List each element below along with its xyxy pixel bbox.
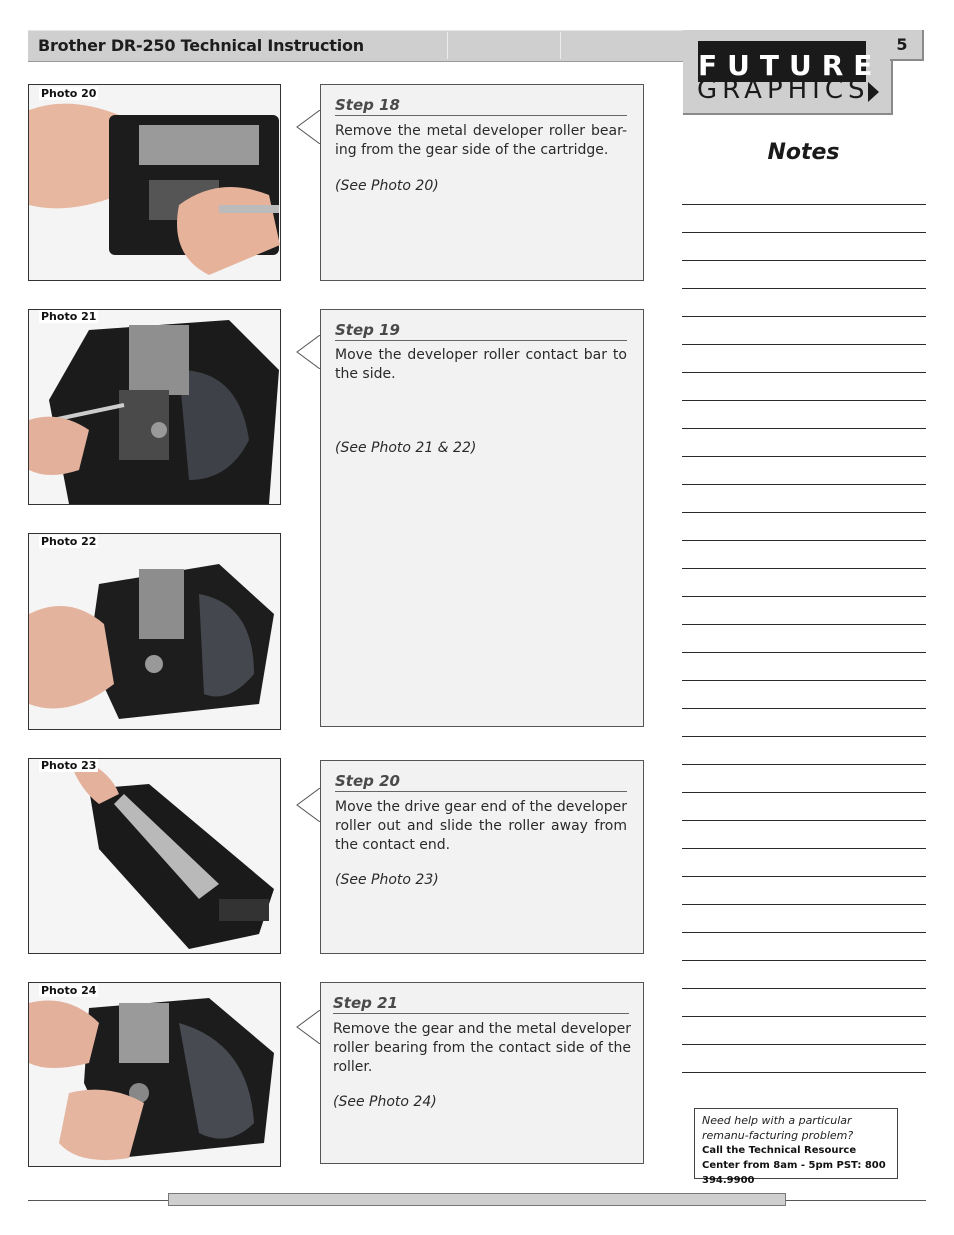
note-line: [682, 372, 926, 373]
step-20-box: [320, 760, 644, 954]
note-line: [682, 400, 926, 401]
note-line: [682, 792, 926, 793]
note-line: [682, 820, 926, 821]
note-line: [682, 540, 926, 541]
logo-arrow-icon: [868, 82, 879, 102]
header-divider: [560, 32, 561, 59]
note-line: [682, 260, 926, 261]
note-line: [682, 708, 926, 709]
note-line: [682, 848, 926, 849]
note-line: [682, 568, 926, 569]
step-text: Remove the gear and the metal developer roller bearing from the contact side of the roller.: [333, 1021, 631, 1075]
step-heading: Step 19: [335, 321, 627, 341]
note-line: [682, 316, 926, 317]
step-text: Remove the metal developer roller bear-ing from the gear side of the cartridge.: [335, 123, 627, 158]
photo-20: [28, 84, 281, 281]
photo-label: Photo 22: [41, 535, 97, 548]
photo-21-image: [29, 310, 280, 504]
footer-bar: [168, 1193, 786, 1206]
callout-pointer: [296, 335, 320, 369]
photo-label: Photo 24: [41, 984, 97, 997]
notes-title: Notes: [767, 140, 840, 165]
step-text: Move the developer roller contact bar to the side.: [335, 347, 627, 382]
header-divider: [447, 32, 448, 59]
help-box: [694, 1108, 898, 1186]
note-line: [682, 596, 926, 597]
note-line: [682, 288, 926, 289]
note-line: [682, 736, 926, 737]
step-heading: Step 21: [333, 994, 629, 1014]
photo-label: Photo 21: [41, 310, 97, 323]
step-reference: (See Photo 24): [333, 1094, 437, 1110]
help-contact: Call the Technical Resource Center from 8am - 5pm PST: 800 394.9900: [702, 1145, 886, 1186]
photo-20-image: [29, 85, 280, 280]
step-19-box: [320, 309, 644, 727]
photo-21: [28, 309, 281, 505]
photo-23-image: [29, 759, 280, 953]
note-line: [682, 876, 926, 877]
step-reference: (See Photo 23): [335, 872, 439, 888]
photo-24: [28, 982, 281, 1167]
photo-22-image: [29, 534, 280, 729]
note-line: [682, 960, 926, 961]
note-line: [682, 484, 926, 485]
step-heading: Step 20: [335, 772, 627, 792]
note-line: [682, 904, 926, 905]
note-line: [682, 680, 926, 681]
note-line: [682, 764, 926, 765]
callout-pointer: [296, 788, 320, 822]
note-line: [682, 624, 926, 625]
note-line: [682, 1016, 926, 1017]
step-reference: (See Photo 21 & 22): [335, 440, 477, 456]
page-number: 5: [896, 35, 908, 54]
photo-24-image: [29, 983, 280, 1166]
step-text: Move the drive gear end of the developer roller out and slide the roller away from the contact end.: [335, 799, 627, 853]
step-21-box: [320, 982, 644, 1164]
note-line: [682, 988, 926, 989]
note-line: [682, 652, 926, 653]
note-line: [682, 204, 926, 205]
logo-graphics-text: GRAPHICS: [697, 75, 870, 105]
note-line: [682, 344, 926, 345]
step-reference: (See Photo 20): [335, 178, 439, 194]
step-heading: Step 18: [335, 96, 627, 116]
callout-pointer: [296, 1010, 320, 1044]
help-question: Need help with a particular remanu-facturing problem?: [702, 1114, 854, 1142]
callout-pointer: [296, 110, 320, 144]
note-line: [682, 1072, 926, 1073]
photo-22: [28, 533, 281, 730]
note-line: [682, 428, 926, 429]
note-line: [682, 232, 926, 233]
note-line: [682, 1044, 926, 1045]
document-title: Brother DR-250 Technical Instruction: [38, 36, 364, 55]
photo-23: [28, 758, 281, 954]
note-line: [682, 512, 926, 513]
logo-future-text: FUTURE: [698, 49, 883, 82]
photo-label: Photo 23: [41, 759, 97, 772]
note-line: [682, 932, 926, 933]
photo-label: Photo 20: [41, 87, 97, 100]
note-line: [682, 456, 926, 457]
step-18-box: [320, 84, 644, 281]
